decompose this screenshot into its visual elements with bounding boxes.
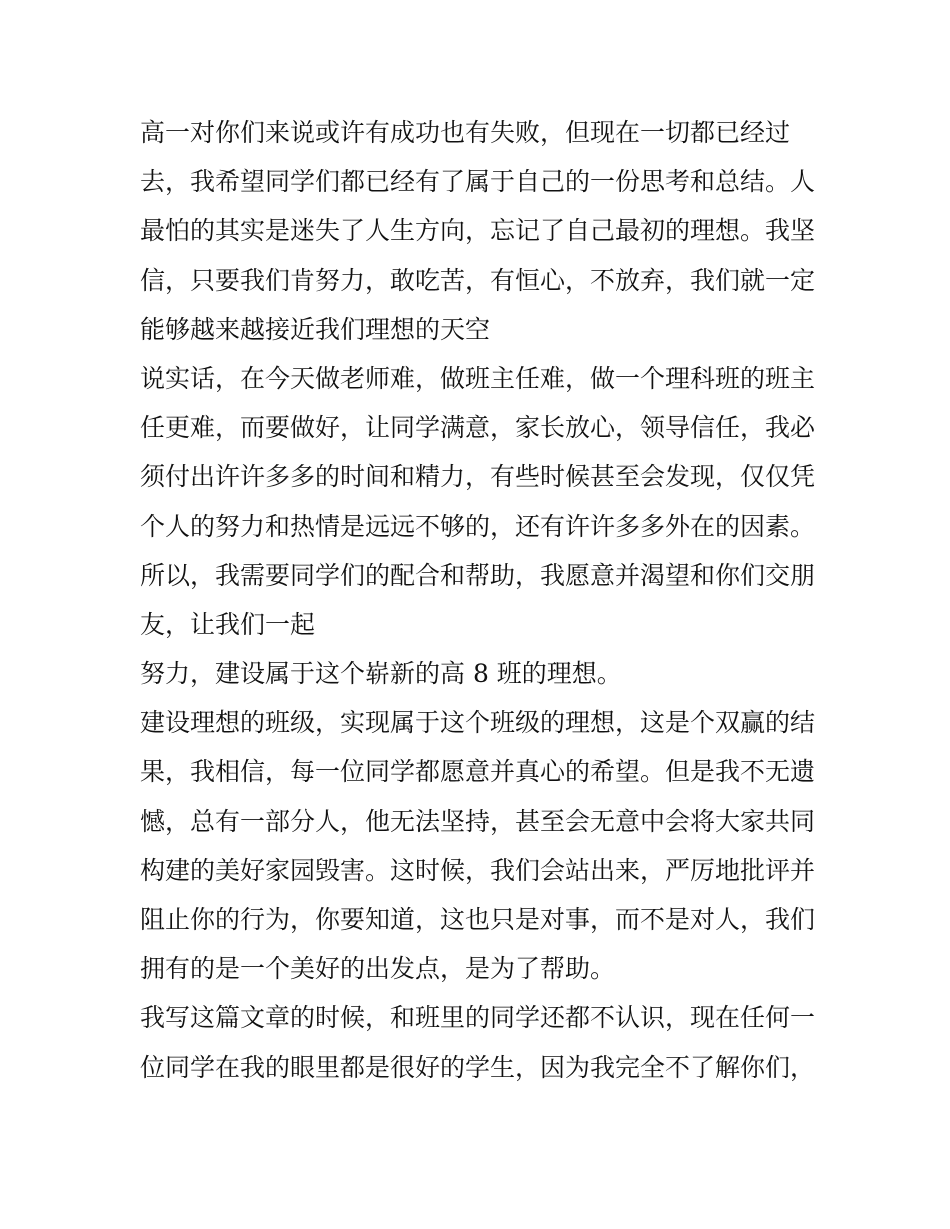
text-line: 高一对你们来说或许有成功也有失败，但现在一切都已经过	[140, 118, 791, 147]
text-line: 友，让我们一起	[140, 609, 316, 639]
body-text	[140, 108, 830, 1092]
text-line: 我写这篇文章的时候，和班里的同学还都不认识，现在任何一	[140, 1003, 816, 1033]
text-line: 去，我希望同学们都已经有了属于自己的一份思考和总结。人	[140, 167, 816, 197]
text-line: 位同学在我的眼里都是很好的学生，因为我完全不了解你们，	[140, 1052, 816, 1082]
text-line: 须付出许许多多的时间和精力，有些时候甚至会发现，仅仅凭	[140, 462, 816, 492]
text-line: 果，我相信，每一位同学都愿意并真心的希望。但是我不无遗	[140, 757, 816, 787]
text-line: 最怕的其实是迷失了人生方向，忘记了自己最初的理想。我坚	[140, 216, 816, 246]
text-line: 说实话，在今天做老师难，做班主任难，做一个理科班的班主	[140, 363, 816, 393]
text-line: 个人的努力和热情是远远不够的，还有许许多多外在的因素。	[140, 511, 816, 541]
text-line: 能够越来越接近我们理想的天空	[140, 314, 491, 344]
text-line: 所以，我需要同学们的配合和帮助，我愿意并渴望和你们交朋	[140, 560, 816, 590]
text-line: 憾，总有一部分人，他无法坚持，甚至会无意中会将大家共同	[140, 806, 816, 836]
text-line: 努力，建设属于这个崭新的高 8 班的理想。	[140, 659, 622, 689]
text-line: 建设理想的班级，实现属于这个班级的理想，这是个双赢的结	[140, 708, 816, 738]
text-line: 阻止你的行为，你要知道，这也只是对事，而不是对人，我们	[140, 905, 816, 934]
text-line: 拥有的是一个美好的出发点，是为了帮助。	[140, 954, 616, 984]
text-line: 构建的美好家园毁害。这时候，我们会站出来，严厉地批评并	[140, 855, 816, 885]
text-line: 信，只要我们肯努力，敢吃苦，有恒心，不放弃，我们就一定	[140, 265, 816, 295]
text-line: 任更难，而要做好，让同学满意，家长放心，领导信任，我必	[140, 413, 816, 443]
